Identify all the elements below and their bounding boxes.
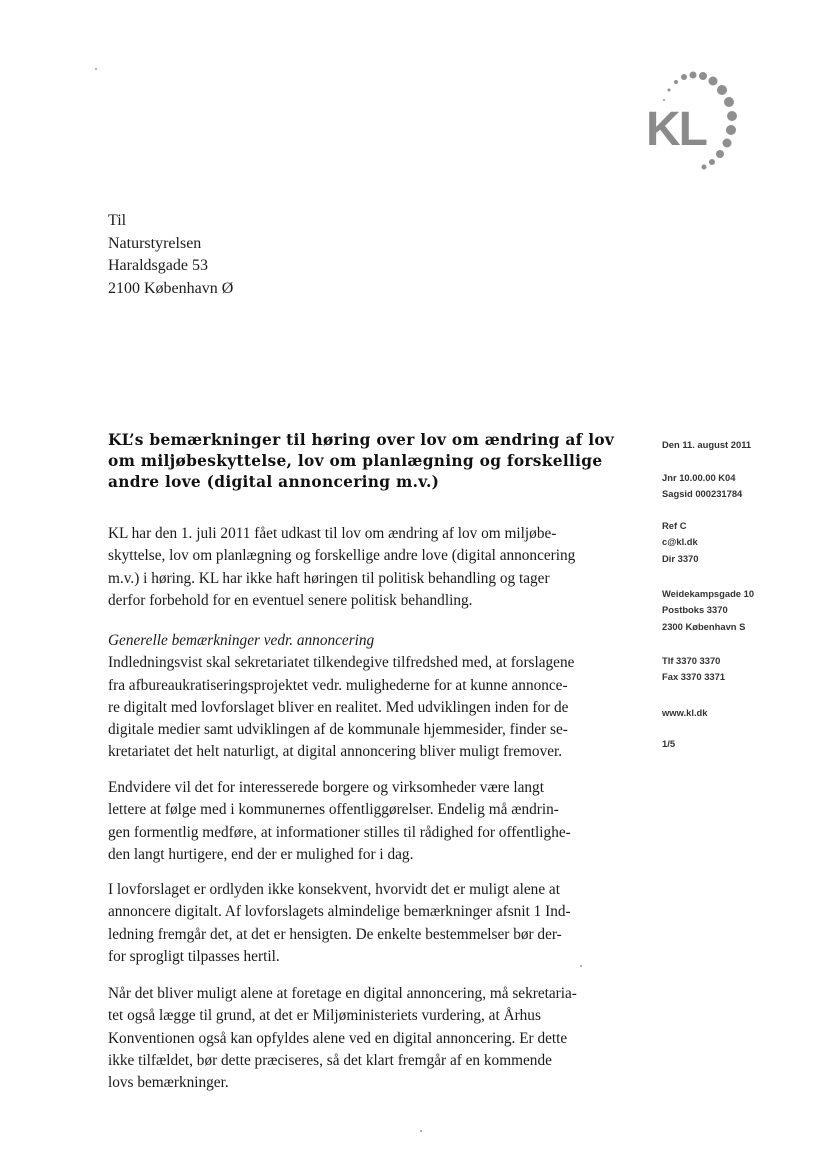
sidebar-contact bbox=[662, 518, 698, 567]
paragraph-line: digitale medier samt udviklingen af de kommunale hjemmesider, finder se- bbox=[108, 721, 568, 739]
paragraph-line: Når det bliver muligt alene at foretage en digital annoncering, må sekretaria- bbox=[108, 985, 577, 1002]
paragraph-line: lovs bemærkninger. bbox=[108, 1074, 229, 1092]
scan-speck bbox=[95, 68, 97, 70]
paragraph-line: lettere at følge med i kommunernes offentliggørelser. Endelig må ændrin- bbox=[108, 801, 559, 819]
sidebar-case bbox=[662, 470, 742, 503]
paragraph-wording bbox=[108, 879, 628, 968]
jnr-text: Jnr 10.00.00 K04 bbox=[662, 472, 736, 483]
paragraph-line: for sprogligt tilpasses hertil. bbox=[108, 947, 280, 965]
logo-text: KL bbox=[646, 103, 706, 156]
scan-speck bbox=[580, 965, 582, 967]
email-link[interactable]: c@kl.dk bbox=[662, 536, 698, 548]
ref-text: Ref C bbox=[662, 520, 687, 531]
recipient-line: 2100 København Ø bbox=[108, 280, 234, 298]
recipient-address bbox=[108, 210, 233, 301]
street-text: Weidekampsgade 10 bbox=[662, 588, 755, 599]
paragraph-citizens bbox=[108, 777, 628, 866]
paragraph-line: den langt hurtigere, end der er mulighed for i dag. bbox=[108, 845, 414, 863]
dir-text: Dir 3370 bbox=[662, 552, 699, 564]
paragraph-line: ikke tilfældet, bør dette præciseres, så det klart fremgår af en kommende bbox=[108, 1051, 552, 1069]
paragraph-line: tet også lægge til grund, at det er Miljøministeriets vurdering, at Århus bbox=[108, 1007, 541, 1025]
section-subheading: Generelle bemærkninger vedr. annoncering bbox=[108, 632, 375, 649]
postbox-text: Postboks 3370 bbox=[662, 604, 728, 616]
paragraph-line: Konventionen også kan opfyldes alene ved en digital annoncering. Er dette bbox=[108, 1029, 568, 1047]
fax-text: Fax 3370 3371 bbox=[662, 671, 726, 683]
kl-logo bbox=[636, 70, 766, 180]
paragraph-line: I lovforslaget er ordlyden ikke konsekvent, hvorvidt det er muligt alene at bbox=[108, 881, 560, 898]
scan-speck bbox=[420, 1130, 422, 1132]
paragraph-line: m.v.) i høring. KL har ikke haft høringen til politisk behandling og tager bbox=[108, 569, 550, 587]
paragraph-line: gen formentlig medføre, at informationer stilles til rådighed for offentlighe- bbox=[108, 823, 571, 841]
paragraph-convention bbox=[108, 983, 628, 1094]
tlf-text: Tlf 3370 3370 bbox=[662, 655, 721, 666]
title-line: KL’s bemærkninger til høring over lov om ændring af lov bbox=[108, 431, 615, 449]
paragraph-line: fra afbureaukratiseringsprojektet vedr. mulighederne for at kunne annonce- bbox=[108, 676, 568, 694]
paragraph-intro bbox=[108, 523, 628, 612]
sidebar-date bbox=[662, 437, 751, 453]
date-text: Den 11. august 2011 bbox=[662, 439, 752, 450]
letter-title bbox=[108, 430, 628, 493]
paragraph-line: Indledningsvist skal sekretariatet tilkendegive tilfredshed med, at forslagene bbox=[108, 654, 575, 672]
paragraph-line: derfor forbehold for en eventuel senere politisk behandling. bbox=[108, 591, 473, 609]
title-line: andre love (digital annoncering m.v.) bbox=[108, 473, 440, 491]
title-line: om miljøbeskyttelse, lov om planlægning og forskellige bbox=[108, 452, 603, 470]
page-number: 1/5 bbox=[662, 738, 676, 749]
recipient-line: Til bbox=[108, 212, 127, 229]
city-text: 2300 København S bbox=[662, 620, 746, 632]
paragraph-line: annoncere digitalt. Af lovforslagets almindelige bemærkninger afsnit 1 Ind- bbox=[108, 903, 571, 921]
sidebar-page bbox=[662, 736, 675, 752]
paragraph-line: Endvidere vil det for interesserede borgere og virksomheder være langt bbox=[108, 779, 544, 796]
paragraph-line: KL har den 1. juli 2011 fået udkast til lov om ændring af lov om miljøbe- bbox=[108, 525, 557, 542]
recipient-line: Naturstyrelsen bbox=[108, 234, 202, 252]
section-general bbox=[108, 630, 628, 764]
paragraph-line: ledning fremgår det, at det er hensigten. De enkelte bestemmelser bør der- bbox=[108, 925, 562, 943]
sidebar-phone bbox=[662, 653, 725, 686]
paragraph-line: re digitalt med lovforslaget bliver en realitet. Med udviklingen inden for de bbox=[108, 698, 569, 716]
sidebar-address bbox=[662, 586, 754, 635]
sagsid-text: Sagsid 000231784 bbox=[662, 488, 743, 500]
paragraph-line: skyttelse, lov om planlægning og forskellige andre love (digital annoncering bbox=[108, 547, 576, 565]
web-link[interactable]: www.kl.dk bbox=[662, 707, 708, 718]
sidebar-web bbox=[662, 705, 708, 721]
paragraph-line: kretariatet det helt naturligt, at digital annoncering bliver muligt fremover. bbox=[108, 743, 563, 761]
recipient-line: Haraldsgade 53 bbox=[108, 257, 208, 275]
